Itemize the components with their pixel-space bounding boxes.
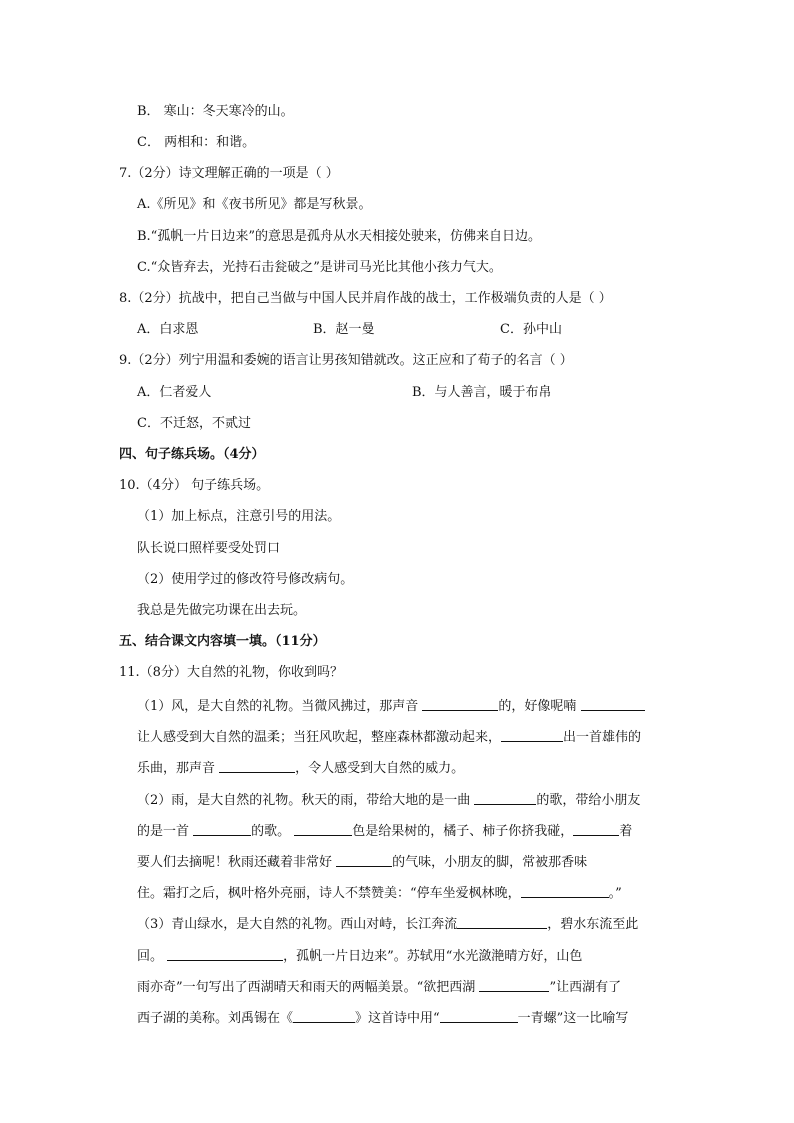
- q10-part-1-sentence: 队长说口照样要受处罚口: [137, 541, 281, 556]
- question-8: 8.（2分）抗战中，把自己当做与中国人民并肩作战的战士，工作极端负责的人是（ ）: [119, 291, 612, 306]
- blank[interactable]: [422, 697, 498, 711]
- q11-para3-line2: 回。 ，孤帆一片日边来”。苏轼用“水光潋滟晴方好，山色: [137, 949, 583, 964]
- q10-part-1: （1）加上标点，注意引号的用法。: [137, 509, 341, 524]
- blank[interactable]: [440, 1009, 518, 1023]
- blank[interactable]: [167, 947, 283, 961]
- q11-para3-line1: （3）青山绿水，是大自然的礼物。西山对峙，长江奔流 ，碧水东流至此: [137, 917, 639, 932]
- blank[interactable]: [293, 1009, 355, 1023]
- q11-para3-line3: 雨亦奇”一句写出了西湖晴天和雨天的两幅美景。“欲把西湖 ”让西湖有了: [137, 980, 622, 995]
- q11-para2-line4: 住。霜打之后，枫叶格外亮丽，诗人不禁赞美：“停车坐爱枫林晚， 。”: [137, 886, 622, 901]
- blank[interactable]: [521, 884, 609, 898]
- section-5-heading: 五、结合课文内容填一填。（11分）: [119, 634, 326, 649]
- q6-option-c: C． 两相和：和谐。: [137, 135, 256, 150]
- blank[interactable]: [294, 822, 352, 836]
- blank[interactable]: [474, 791, 536, 805]
- q10-part-2: （2）使用学过的修改符号修改病句。: [137, 572, 354, 587]
- q9-option-c: C．不迁怒，不贰过: [137, 416, 251, 431]
- q11-para2-line2: 的是一首 的歌。 色是给果树的，橘子、柿子你挤我碰， 着: [137, 824, 633, 839]
- q8-options: [0, 321, 794, 339]
- q9-options-row1: [0, 384, 794, 402]
- blank[interactable]: [501, 728, 563, 742]
- blank[interactable]: [193, 822, 251, 836]
- q10-part-2-sentence: 我总是先做完功课在出去玩。: [137, 603, 307, 618]
- q11-para3-line4: 西子湖的美称。刘禹锡在《 》这首诗中用“ 一青螺”这一比喻写: [137, 1011, 629, 1026]
- blank[interactable]: [479, 978, 549, 992]
- blank[interactable]: [336, 853, 392, 867]
- blank[interactable]: [573, 822, 619, 836]
- q9-option-a: A．仁者爱人: [137, 385, 212, 400]
- blank[interactable]: [581, 697, 645, 711]
- blank[interactable]: [219, 759, 295, 773]
- q7-option-c: C.“众皆弃去，光持石击瓮破之”是讲司马光比其他小孩力气大。: [137, 260, 502, 275]
- question-7: 7.（2分）诗文理解正确的一项是（ ）: [119, 166, 339, 181]
- question-11: 11.（8分）大自然的礼物，你收到吗？: [119, 665, 343, 680]
- q11-para2-line1: （2）雨，是大自然的礼物。秋天的雨，带给大地的是一曲 的歌，带给小朋友: [137, 793, 641, 808]
- q11-para1-line2: 让人感受到大自然的温柔；当狂风吹起，整座森林都激动起来， 出一首雄伟的: [137, 730, 642, 745]
- q8-option-a: A．白求恩: [137, 322, 199, 337]
- q7-option-b: B.“孤帆一片日边来”的意思是孤舟从水天相接处驶来，仿佛来自日边。: [137, 229, 541, 244]
- section-4-heading: 四、句子练兵场。（4分）: [119, 447, 265, 462]
- q6-option-b: B． 寒山：冬天寒冷的山。: [137, 104, 294, 119]
- q7-option-a: A.《所见》和《夜书所见》都是写秋景。: [137, 197, 372, 212]
- q11-para1-line3: 乐曲，那声音 ，令人感受到大自然的威力。: [137, 761, 465, 776]
- q8-option-c: C．孙中山: [500, 322, 562, 337]
- question-9: 9.（2分）列宁用温和委婉的语言让男孩知错就改。这正应和了荀子的名言（ ）: [119, 353, 573, 368]
- q8-option-b: B．赵一曼: [313, 322, 375, 337]
- blank[interactable]: [457, 915, 547, 929]
- q11-para2-line3: 要人们去摘呢！秋雨还藏着非常好 的气味，小朋友的脚，常被那香味: [137, 855, 588, 870]
- q11-para1-line1: （1）风，是大自然的礼物。当微风拂过，那声音 的，好像呢喃: [137, 697, 645, 716]
- q9-option-b: B．与人善言，暖于布帛: [412, 385, 552, 400]
- question-10: 10.（4分） 句子练兵场。: [119, 478, 270, 493]
